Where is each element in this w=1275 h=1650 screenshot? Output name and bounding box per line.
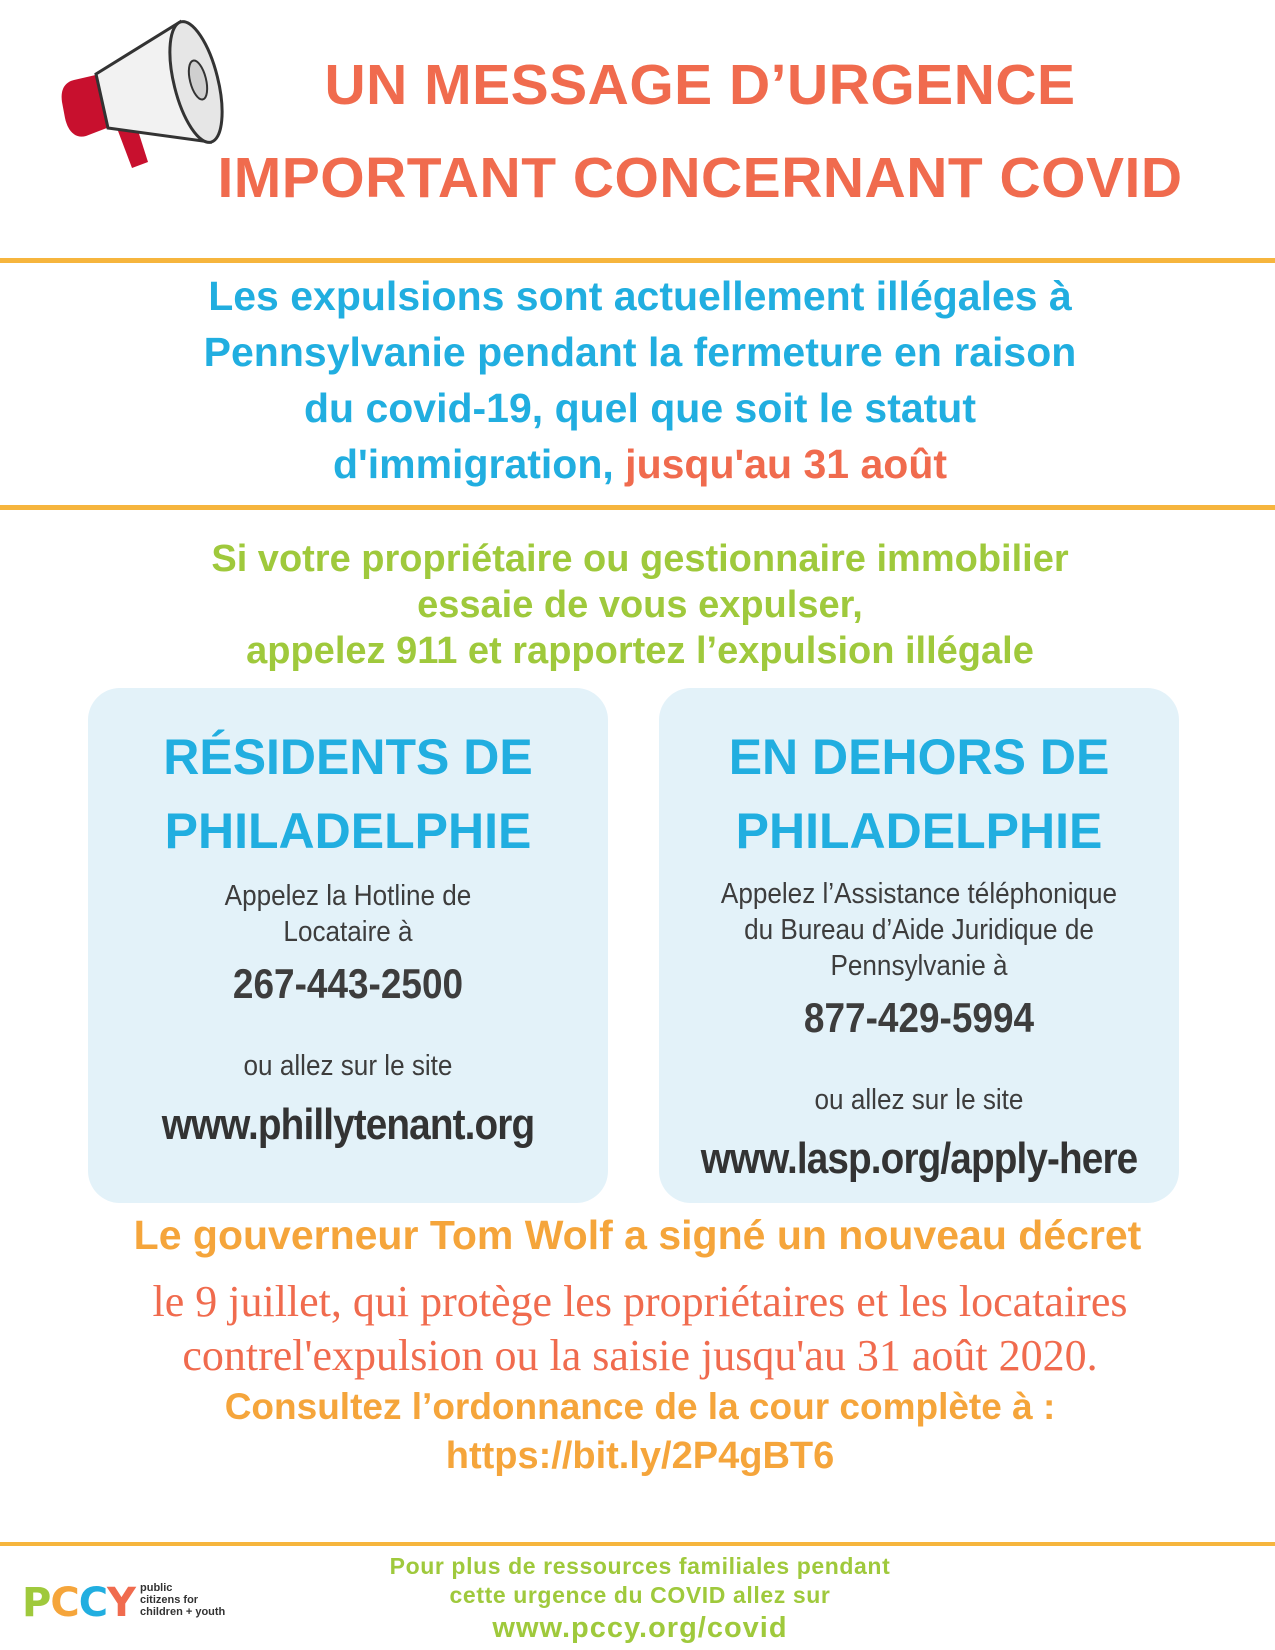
governor-heading: Le gouverneur Tom Wolf a signé un nouveau décret <box>133 1212 1142 1258</box>
philadelphia-text-line-1: Appelez la Hotline de <box>224 880 472 912</box>
alert-line-2: Pennsylvanie pendant la fermeture en raison <box>203 329 1077 375</box>
logo-letter-y: Y <box>107 1580 136 1626</box>
outside-phone[interactable]: 877-429-5994 <box>803 994 1035 1041</box>
footer-text <box>300 1552 980 1646</box>
outside-text-line-1: Appelez l’Assistance téléphonique <box>720 878 1118 910</box>
divider-top <box>0 258 1275 263</box>
court-order-label: Consultez l’ordonnance de la cour complète à : <box>224 1386 1056 1427</box>
alert-line-3: du covid-19, quel que soit le statut <box>303 385 977 431</box>
philadelphia-title-line-2: PHILADELPHIE <box>164 803 532 859</box>
instructions <box>40 536 1240 674</box>
philadelphia-box-title <box>88 720 608 868</box>
philadelphia-title-line-1: RÉSIDENTS DE <box>163 729 533 785</box>
governor-body-line-1: le 9 juillet, qui protège les propriétaires et les locataires <box>152 1277 1128 1326</box>
philadelphia-url-link[interactable]: www.phillytenant.org <box>161 1100 535 1149</box>
philadelphia-phone[interactable]: 267-443-2500 <box>232 960 464 1007</box>
court-order-link[interactable]: https://bit.ly/2P4gBT6 <box>445 1435 835 1477</box>
outside-philadelphia-box <box>659 688 1179 1203</box>
instructions-line-3: appelez 911 et rapportez l’expulsion illégale <box>246 630 1034 672</box>
alert-deadline: jusqu'au 31 août <box>625 441 948 487</box>
outside-instructions <box>685 876 1153 984</box>
outside-text-line-3: Pennsylvanie à <box>830 950 1008 982</box>
philadelphia-text-line-2: Locataire à <box>283 916 413 948</box>
instructions-line-2: essaie de vous expulser, <box>417 584 863 626</box>
outside-text-line-2: du Bureau d’Aide Juridique de <box>744 914 1094 946</box>
outside-title-line-1: EN DEHORS DE <box>728 729 1110 785</box>
pccy-logo-tagline <box>140 1582 260 1618</box>
philadelphia-residents-box <box>88 688 608 1203</box>
alert-message <box>40 268 1240 492</box>
instructions-line-1: Si votre propriétaire ou gestionnaire immobilier <box>211 538 1069 580</box>
governor-body-line-2: contrel'expulsion ou la saisie jusqu'au 31 août 2020. <box>182 1331 1098 1380</box>
title-line-2: IMPORTANT CONCERNANT COVID <box>217 146 1183 210</box>
logo-tagline-1: public <box>140 1582 173 1594</box>
outside-site-label: ou allez sur le site <box>814 1084 1024 1116</box>
footer-line-1: Pour plus de ressources familiales pendant <box>389 1553 891 1579</box>
logo-letter-c1: C <box>50 1580 79 1626</box>
logo-tagline-2: citizens for <box>140 1594 199 1606</box>
logo-letter-c2: C <box>78 1580 108 1626</box>
alert-line-1: Les expulsions sont actuellement illégales à <box>208 273 1072 319</box>
alert-line-4a: d'immigration, <box>332 441 626 487</box>
logo-tagline-3: children + youth <box>140 1606 226 1618</box>
divider-middle <box>0 505 1275 510</box>
philadelphia-instructions <box>114 878 582 950</box>
divider-bottom <box>0 1542 1275 1546</box>
footer-line-2: cette urgence du COVID allez sur <box>449 1582 831 1608</box>
outside-box-title <box>659 720 1179 868</box>
outside-title-line-2: PHILADELPHIE <box>735 803 1103 859</box>
governor-body <box>40 1275 1240 1383</box>
philadelphia-site-label: ou allez sur le site <box>243 1050 453 1082</box>
pccy-logo <box>22 1582 252 1630</box>
logo-letter-p: P <box>22 1580 51 1626</box>
outside-url-link[interactable]: www.lasp.org/apply-here <box>700 1134 1138 1183</box>
footer-url-link[interactable]: www.pccy.org/covid <box>492 1612 788 1644</box>
title-line-1: UN MESSAGE D’URGENCE <box>324 53 1076 117</box>
alert-line-4 <box>40 436 1240 492</box>
